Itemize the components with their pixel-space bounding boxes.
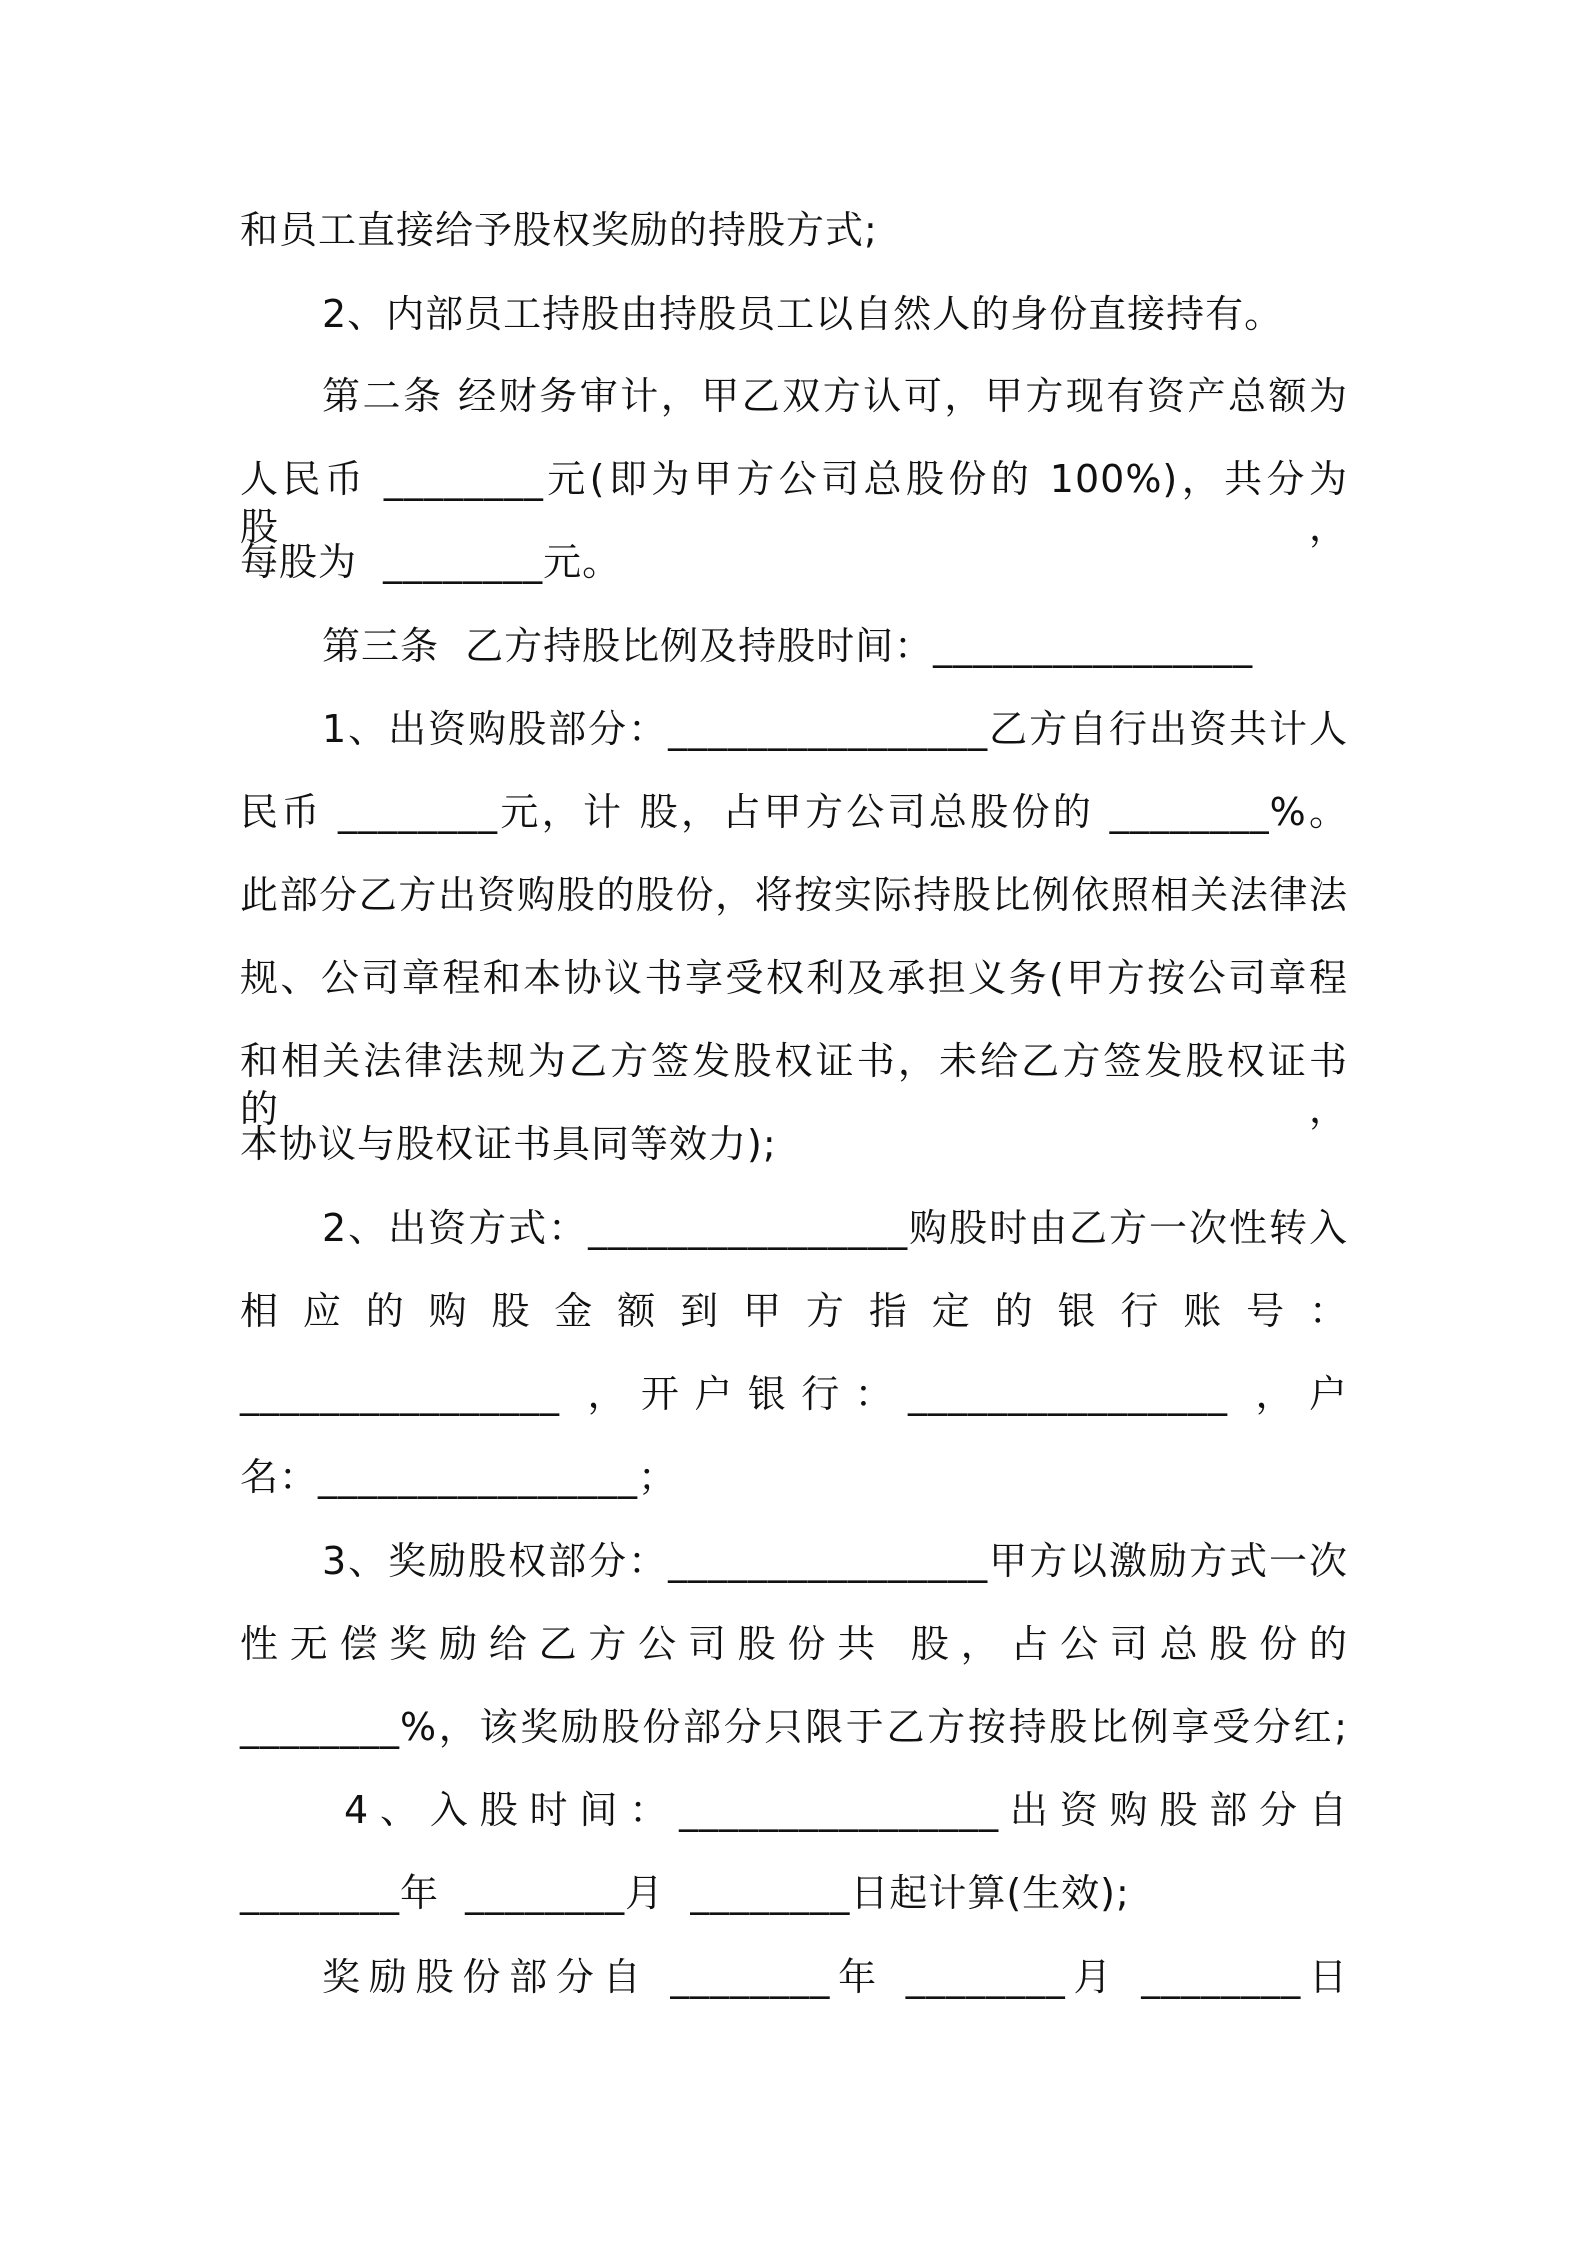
- text-line: 本协议与股权证书具同等效力);: [240, 1122, 777, 1166]
- text-line: 和相关法律法规为乙方签发股权证书，未给乙方签发股权证书的，: [240, 1039, 1348, 1131]
- text-line: 规、公司章程和本协议书享受权利及承担义务(甲方按公司章程: [240, 956, 1348, 1000]
- text-line: 相应的购股金额到甲方指定的银行账号：: [240, 1289, 1348, 1333]
- text-line: 人民币 ________元(即为甲方公司总股份的 100%)，共分为 股，: [240, 457, 1348, 549]
- text-line: 和员工直接给予股权奖励的持股方式;: [240, 208, 878, 252]
- text-line: ________年 ________月 ________日起计算(生效);: [240, 1871, 1130, 1915]
- text-line: 2、出资方式：________________购股时由乙方一次性转入: [322, 1206, 1348, 1250]
- text-line: 每股为 ________元。: [240, 540, 622, 584]
- text-line: 4、入股时间：________________出资购股部分自: [344, 1788, 1348, 1832]
- text-line: 奖励股份部分自 ________年 ________月 ________日: [322, 1955, 1348, 1999]
- text-line: 此部分乙方出资购股的股份，将按实际持股比例依照相关法律法: [240, 873, 1348, 917]
- text-line: ________%，该奖励股份部分只限于乙方按持股比例享受分红;: [240, 1705, 1348, 1749]
- text-line: 1、出资购股部分：________________乙方自行出资共计人: [322, 707, 1348, 751]
- text-line: 2、内部员工持股由持股员工以自然人的身份直接持有。: [322, 292, 1284, 336]
- text-line: 3、奖励股权部分：________________甲方以激励方式一次: [322, 1539, 1348, 1583]
- text-line: 第二条 经财务审计，甲乙双方认可，甲方现有资产总额为: [322, 374, 1348, 418]
- text-line: 民币 ________元，计 股，占甲方公司总股份的 ________%。: [240, 790, 1348, 834]
- text-line: 性无偿奖励给乙方公司股份共 股，占公司总股份的: [240, 1622, 1348, 1666]
- text-line: 名：________________；: [240, 1455, 678, 1499]
- text-line: 第三条 乙方持股比例及持股时间：________________: [322, 624, 1254, 668]
- text-line: ________________ ，开户银行：________________ ，户: [240, 1372, 1348, 1416]
